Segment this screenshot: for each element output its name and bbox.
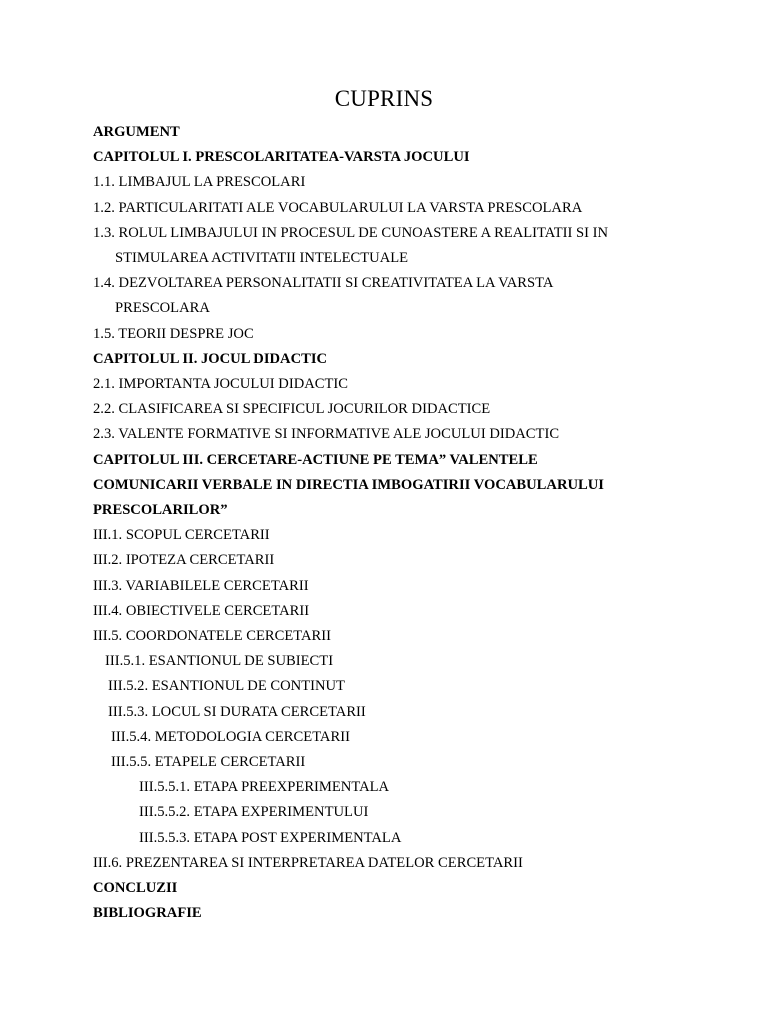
toc-entry-1-3: 1.3. ROLUL LIMBAJULUI IN PROCESUL DE CUNOASTERE A REALITATII SI IN (93, 224, 608, 241)
toc-entry-3-5-5-2: III.5.5.2. ETAPA EXPERIMENTULUI (139, 804, 369, 821)
page-title: CUPRINS (334, 86, 434, 111)
toc-entry-3-1: III.1. SCOPUL CERCETARII (93, 527, 270, 544)
toc-chapter-3-continued-end: PRESCOLARILOR” (93, 502, 228, 519)
toc-entry-2-1: 2.1. IMPORTANTA JOCULUI DIDACTIC (93, 376, 349, 393)
toc-entry-3-6: III.6. PREZENTAREA SI INTERPRETAREA DATELOR CERCETARII (93, 854, 523, 871)
toc-entry-1-5: 1.5. TEORII DESPRE JOC (93, 325, 254, 342)
toc-entry-3-2: III.2. IPOTEZA CERCETARII (93, 552, 275, 569)
toc-entry-3-5: III.5. COORDONATELE CERCETARII (93, 628, 331, 645)
toc-entry-3-3: III.3. VARIABILELE CERCETARII (93, 577, 309, 594)
toc-entry-3-5-2: III.5.2. ESANTIONUL DE CONTINUT (108, 678, 345, 695)
toc-chapter-3-continued: COMUNICARII VERBALE IN DIRECTIA IMBOGATIRII VOCABULARULUI (93, 476, 604, 493)
toc-entry-3-4: III.4. OBIECTIVELE CERCETARII (93, 602, 310, 619)
toc-entry-3-5-4: III.5.4. METODOLOGIA CERCETARII (111, 728, 350, 745)
toc-entry-2-3: 2.3. VALENTE FORMATIVE SI INFORMATIVE ALE JOCULUI DIDACTIC (93, 426, 560, 443)
toc-entry-1-1: 1.1. LIMBAJUL LA PRESCOLARI (93, 174, 306, 191)
toc-entry-3-5-5: III.5.5. ETAPELE CERCETARII (111, 754, 306, 771)
toc-entry-1-4-continued: PRESCOLARA (115, 300, 210, 317)
table-of-contents (93, 120, 693, 927)
toc-entry-3-5-5-1: III.5.5.1. ETAPA PREEXPERIMENTALA (139, 779, 390, 796)
toc-chapter-3: CAPITOLUL III. CERCETARE-ACTIUNE PE TEMA” VALENTELE (93, 451, 538, 468)
toc-chapter-1: CAPITOLUL I. PRESCOLARITATEA-VARSTA JOCULUI (93, 149, 470, 166)
toc-entry-1-2: 1.2. PARTICULARITATI ALE VOCABULARULUI LA VARSTA PRESCOLARA (93, 199, 583, 216)
toc-entry-1-4: 1.4. DEZVOLTAREA PERSONALITATII SI CREATIVITATEA LA VARSTA (93, 275, 554, 292)
toc-entry-3-5-1: III.5.1. ESANTIONUL DE SUBIECTI (105, 653, 334, 670)
toc-entry-1-3-continued: STIMULAREA ACTIVITATII INTELECTUALE (115, 250, 409, 267)
toc-entry-2-2: 2.2. CLASIFICAREA SI SPECIFICUL JOCURILOR DIDACTICE (93, 401, 491, 418)
toc-entry-3-5-3: III.5.3. LOCUL SI DURATA CERCETARII (108, 703, 366, 720)
toc-entry-bibliografie: BIBLIOGRAFIE (93, 905, 202, 922)
toc-entry-3-5-5-3: III.5.5.3. ETAPA POST EXPERIMENTALA (139, 829, 402, 846)
toc-entry-concluzii: CONCLUZII (93, 880, 178, 897)
toc-chapter-2: CAPITOLUL II. JOCUL DIDACTIC (93, 350, 328, 367)
toc-entry-argument: ARGUMENT (93, 124, 180, 140)
